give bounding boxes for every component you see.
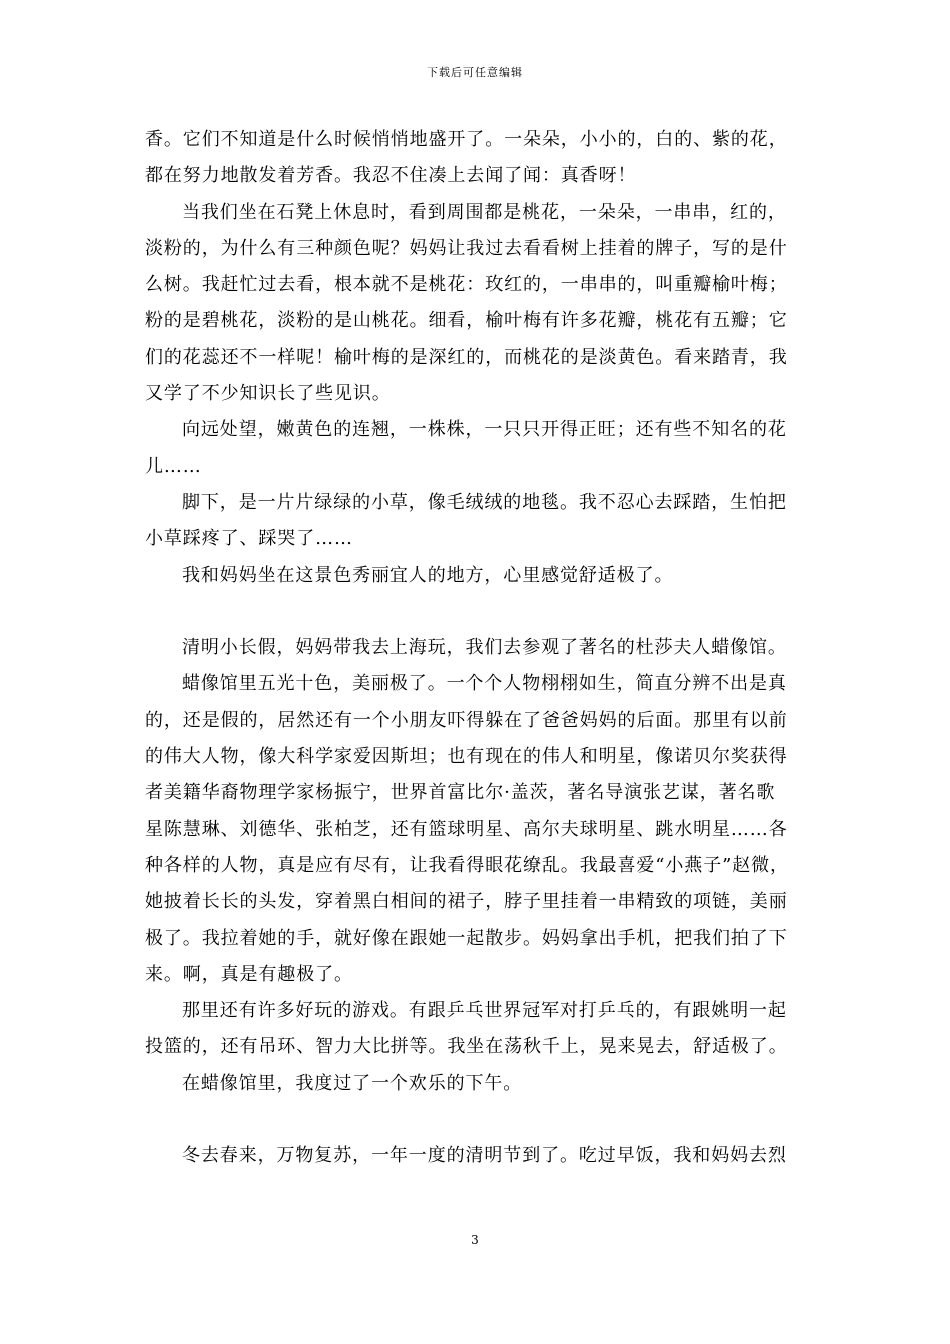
text-line: 我和妈妈坐在这景色秀丽宜人的地方，心里感觉舒适极了。 — [182, 564, 674, 586]
text-line: 向远处望，嫩黄色的连翘，一株株，一只只开得正旺；还有些不知名的花 — [182, 419, 787, 441]
text-line: 粉的是碧桃花，淡粉的是山桃花。细看，榆叶梅有许多花瓣，桃花有五瓣；它 — [145, 310, 788, 332]
text-line: 当我们坐在石凳上休息时，看到周围都是桃花，一朵朵，一串串，红的， — [182, 201, 787, 223]
page-header: 下载后可任意编辑 — [427, 66, 523, 79]
text-line: 小草踩疼了、踩哭了…… — [145, 528, 353, 550]
text-line: 星陈慧琳、刘德华、张柏芝，还有篮球明星、高尔夫球明星、跳水明星……各 — [145, 818, 788, 840]
text-line: 种各样的人物，真是应有尽有，让我看得眼花缭乱。我最喜爱“小燕子”赵微， — [145, 854, 789, 876]
text-line: 香。它们不知道是什么时候悄悄地盛开了。一朵朵，小小的，白的、紫的花， — [145, 129, 788, 150]
text-line: 么树。我赶忙过去看，根本就不是桃花：玫红的，一串串的，叫重瓣榆叶梅； — [145, 274, 788, 296]
text-line: 她披着长长的头发，穿着黑白相间的裙子，脖子里挂着一串精致的项链，美丽 — [145, 891, 788, 913]
text-line: 极了。我拉着她的手，就好像在跟她一起散步。妈妈拿出手机，把我们拍了下 — [145, 927, 788, 949]
text-line: 脚下，是一片片绿绿的小草，像毛绒绒的地毯。我不忍心去踩踏，生怕把 — [182, 491, 787, 513]
text-line: 冬去春来，万物复苏，一年一度的清明节到了。吃过早饭，我和妈妈去烈 — [182, 1145, 787, 1167]
text-line: 又学了不少知识长了些见识。 — [145, 383, 391, 405]
document-body — [145, 122, 810, 1175]
text-line: 来。啊，真是有趣极了。 — [145, 963, 353, 985]
text-line: 者美籍华裔物理学家杨振宁，世界首富比尔·盖茨，著名导演张艺谋，著名歌 — [145, 782, 776, 804]
text-line: 都在努力地散发着芳香。我忍不住凑上去闻了闻：真香呀！ — [145, 165, 637, 187]
paragraph-gap — [145, 594, 810, 630]
text-line: 的伟大人物，像大科学家爱因斯坦；也有现在的伟人和明星，像诺贝尔奖获得 — [145, 746, 788, 768]
text-line: 在蜡像馆里，我度过了一个欢乐的下午。 — [182, 1072, 523, 1094]
text-line: 儿…… — [145, 455, 202, 477]
text-line: 那里还有许多好玩的游戏。有跟乒乓世界冠军对打乒乓的，有跟姚明一起 — [182, 1000, 787, 1022]
paragraph-gap — [145, 1102, 810, 1138]
text-line: 的，还是假的，居然还有一个小朋友吓得躲在了爸爸妈妈的后面。那里有以前 — [145, 709, 788, 731]
text-line: 蜡像馆里五光十色，美丽极了。一个个人物栩栩如生，简直分辨不出是真 — [182, 673, 787, 695]
text-line: 们的花蕊还不一样呢！榆叶梅的是深红的，而桃花的是淡黄色。看来踏青，我 — [145, 346, 788, 368]
text-line: 投篮的，还有吊环、智力大比拼等。我坐在荡秋千上，晃来晃去，舒适极了。 — [145, 1036, 788, 1058]
text-line: 清明小长假，妈妈带我去上海玩，我们去参观了著名的杜莎夫人蜡像馆。 — [182, 637, 787, 659]
page-number: 3 — [471, 1233, 479, 1247]
text-line: 淡粉的，为什么有三种颜色呢？妈妈让我过去看看树上挂着的牌子，写的是什 — [145, 237, 788, 259]
